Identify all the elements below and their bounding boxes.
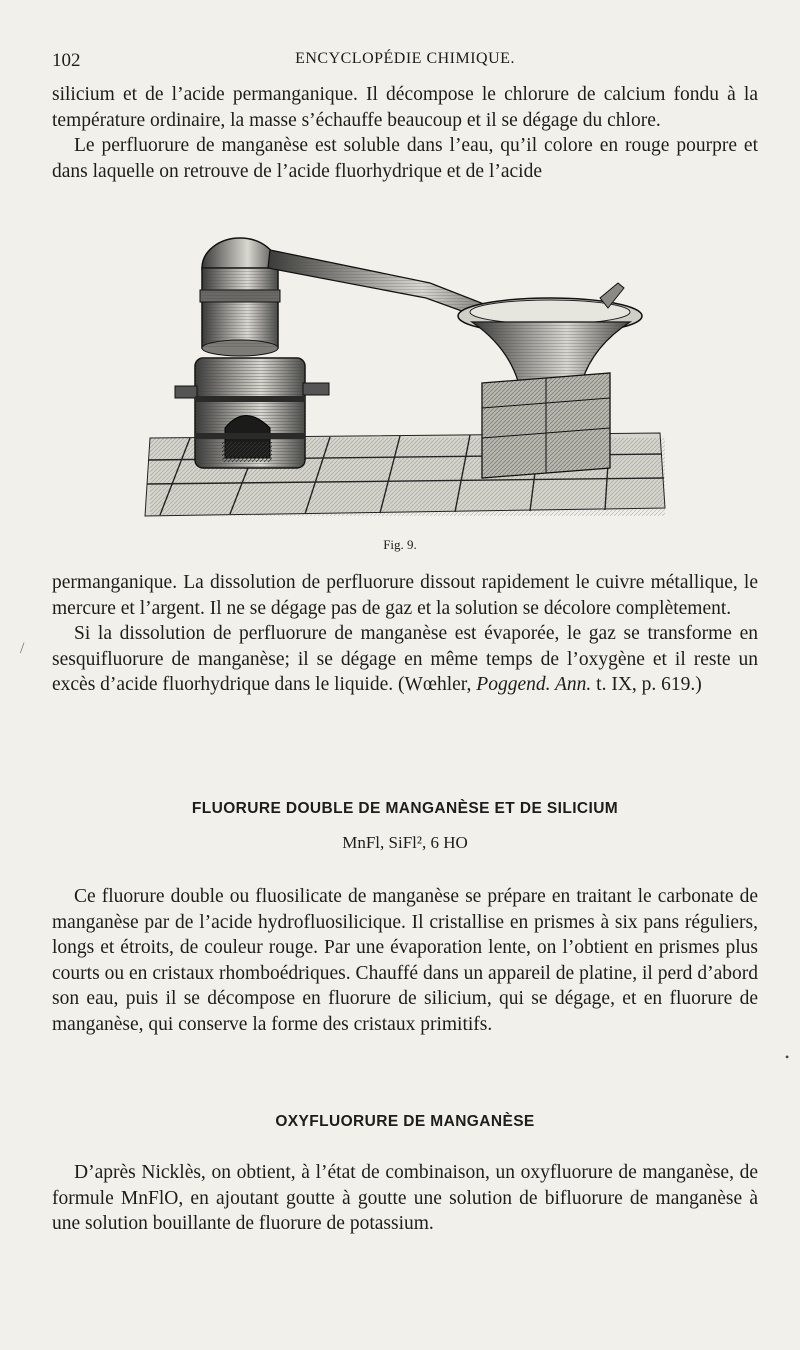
- receiver-funnel: [458, 283, 642, 388]
- text-block-fluorure-double: [52, 884, 758, 1037]
- page-number: 102: [52, 50, 81, 71]
- figure-9-apparatus: [130, 228, 670, 528]
- reference-journal: Poggend. Ann.: [476, 674, 592, 695]
- running-head: ENCYCLOPÉDIE CHIMIQUE.: [295, 50, 515, 67]
- section-title-fluorure-double: FLUORURE DOUBLE DE MANGANÈSE ET DE SILICIUM: [191, 800, 619, 817]
- margin-mark-left: /: [20, 640, 25, 657]
- text-block-middle: [52, 570, 758, 698]
- paragraph-nickles: D’après Nicklès, on obtient, à l’état de combinaison, un oxyfluorure de manganèse, de formule MnFlO, en ajoutant goutte à goutte une solution de bifluorure de manganèse à une solution bouillante de fluorure de potassium.: [52, 1162, 758, 1234]
- text-block-top: [52, 82, 758, 184]
- margin-mark-right: •: [785, 1050, 790, 1064]
- paragraph-perfluorure: Le perfluorure de manganèse est soluble dans l’eau, qu’il colore en rouge pourpre et dans laquelle on retrouve de l’acide fluorhydrique et de l’acide: [52, 135, 758, 182]
- paragraph-evaporation: [52, 621, 758, 698]
- paragraph-evaporation-text: Si la dissolution de perfluorure de manganèse est évaporée, le gaz se transforme en sesquifluorure de manganèse; il se dégage en même temps de l’oxygène et il reste un excès d’acide fluorhydrique dans le liquide. (Wœhler,: [52, 623, 758, 695]
- paragraph-continuation: silicium et de l’acide permanganique. Il décompose le chlorure de calcium fondu à la température ordinaire, la masse s’échauffe beaucoup et il se dégage du chlore.: [52, 84, 758, 131]
- formula-fluorure-double: MnFl, SiFl², 6 HO: [342, 833, 468, 852]
- paragraph-fluosilicate: Ce fluorure double ou fluosilicate de manganèse se prépare en traitant le carbonate de manganèse par de l’acide hydrofluosilicique. Il cristallise en prismes à six pans réguliers, longs et étroits, de couleur rouge. Par une évaporation lente, on l’obtient en prismes plus courts ou en cristaux rhomboédriques. Chauffé dans un appareil de platine, il perd d’abord son eau, puis il se décompose en fluorure de silicium, qui se dégage, et en fluorure de manganèse, qui conserve la forme des cristaux primitifs.: [52, 886, 758, 1035]
- reference-volume: t. IX, p. 619.): [591, 674, 702, 695]
- retort-vessel: [200, 238, 280, 356]
- brick-stand: [482, 373, 610, 478]
- figure-caption: Fig. 9.: [383, 537, 417, 552]
- paragraph-dissolution: permanganique. La dissolution de perfluorure dissout rapidement le cuivre métallique, le mercure et l’argent. Il ne se dégage pas de gaz et la solution se décolore complètement.: [52, 572, 758, 619]
- text-block-oxyfluorure: [52, 1160, 758, 1237]
- section-title-oxyfluorure: OXYFLUORURE DE MANGANÈSE: [275, 1113, 535, 1130]
- page-header: [52, 50, 758, 74]
